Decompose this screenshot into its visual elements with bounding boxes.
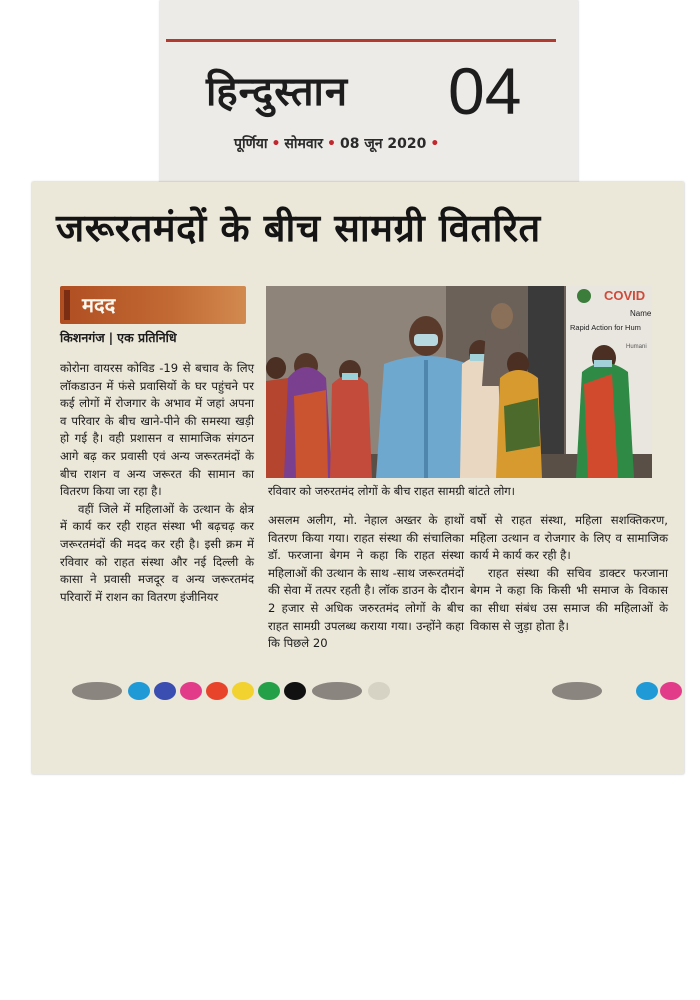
registration-mark <box>72 682 122 700</box>
article-clipping <box>32 182 684 774</box>
registration-mark <box>128 682 150 700</box>
registration-mark <box>180 682 202 700</box>
byline-source: एक प्रतिनिधि <box>117 330 177 345</box>
banner-rapid-action-text: Rapid Action for Hum <box>570 323 641 332</box>
registration-mark <box>636 682 658 700</box>
photo-illustration <box>266 286 652 478</box>
section-tag <box>60 286 246 324</box>
paragraph: वर्षो से राहत संस्था, महिला सशक्तिकरण, महिला उत्थान व रोजगार के लिए व सामाजिक कार्य मे कार्य कर रही है। <box>470 513 668 563</box>
registration-mark <box>552 682 602 700</box>
paragraph: असलम अलीग, मो. नेहाल अख्तर के हाथों वितरण किया गया। राहत संस्था की संचालिका डॉ. फरजाना बेगम ने कहा कि राहत संस्था महिलाओं की उत्थान के साथ -साथ जरूरतमंदों की सेवा में तत्पर रहती है। लॉक डाउन के दौरान 2 हजार से अधिक जरुरतमंद लोगों के बीच राहत सामग्री उपलब्ध कराया गया। उन्होंने कहा कि पिछले 20 <box>268 513 464 651</box>
photo-caption: रविवार को जरुरतमंद लोगों के बीच राहत सामग्री बांटते लोग। <box>268 484 515 498</box>
banner-covid-text: COVID <box>604 288 646 303</box>
byline-separator: | <box>108 330 114 345</box>
registration-mark <box>368 682 390 700</box>
section-tag-label: मदद <box>82 293 116 317</box>
registration-mark <box>206 682 228 700</box>
section-tag-bar <box>64 290 70 320</box>
paragraph: वहीं जिले में महिलाओं के उत्थान के क्षेत्र में कार्य कर रही राहत संस्था भी बढ़चढ़ कर जरूरतमंदों की मदद कर रही है। इसी क्रम में रविवार को राहत संस्था और नई दिल्ली के कासा ने प्रवासी मजदूर व अन्य जरूरतमंद परिवारों में राशन का वितरण इंजीनियर <box>60 501 254 604</box>
dateline <box>234 134 443 153</box>
article-column-3 <box>470 512 668 635</box>
dateline-date: 08 जून 2020 <box>339 136 427 152</box>
banner-name-text: Name <box>630 309 652 318</box>
registration-mark <box>232 682 254 700</box>
registration-mark <box>154 682 176 700</box>
registration-mark <box>258 682 280 700</box>
byline-place: किशनगंज <box>60 330 105 345</box>
dateline-city: पूर्णिया <box>234 136 268 152</box>
registration-mark <box>312 682 362 700</box>
masthead-rule <box>166 39 556 42</box>
dateline-dot: • <box>271 136 281 152</box>
registration-mark <box>660 682 682 700</box>
banner-humani-text: Humani <box>626 344 647 350</box>
article-column-2 <box>268 512 464 653</box>
byline <box>60 329 177 346</box>
masthead-clipping <box>160 0 578 188</box>
registration-marks <box>32 682 684 702</box>
dateline-dot: • <box>430 136 440 152</box>
dateline-day: सोमवार <box>284 136 324 152</box>
paragraph: कोरोना वायरस कोविड -19 से बचाव के लिए लॉकडाउन में फंसे प्रवासियों के घर पहुंचने पर कई लोगों में रोजगार के अभाव में जहां अपना व परिवार के बीच खाने-पीने की समस्या खड़ी हो गई है। वही प्रशासन व सामाजिक संगठन आगे बढ़ कर प्रवासी एवं अन्य जरूरतमंदों के बीच राशन व अन्य जरूरत की सामान का वितरण किया जा रहा है। <box>60 361 254 499</box>
page-number: 04 <box>448 54 522 128</box>
registration-mark <box>284 682 306 700</box>
newspaper-title: हिन्दुस्तान <box>206 69 349 115</box>
article-column-1 <box>60 360 254 606</box>
paragraph: राहत संस्था की सचिव डाक्टर फरजाना बेगम ने कहा कि किसी भी समाज के विकास का सीधा संबंध उस समाज की महिलाओं के विकास से जुड़ा होता है। <box>470 565 668 633</box>
headline: जरूरतमंदों के बीच सामग्री वितरित <box>56 206 541 250</box>
dateline-dot: • <box>327 136 336 152</box>
news-photo <box>266 286 652 478</box>
